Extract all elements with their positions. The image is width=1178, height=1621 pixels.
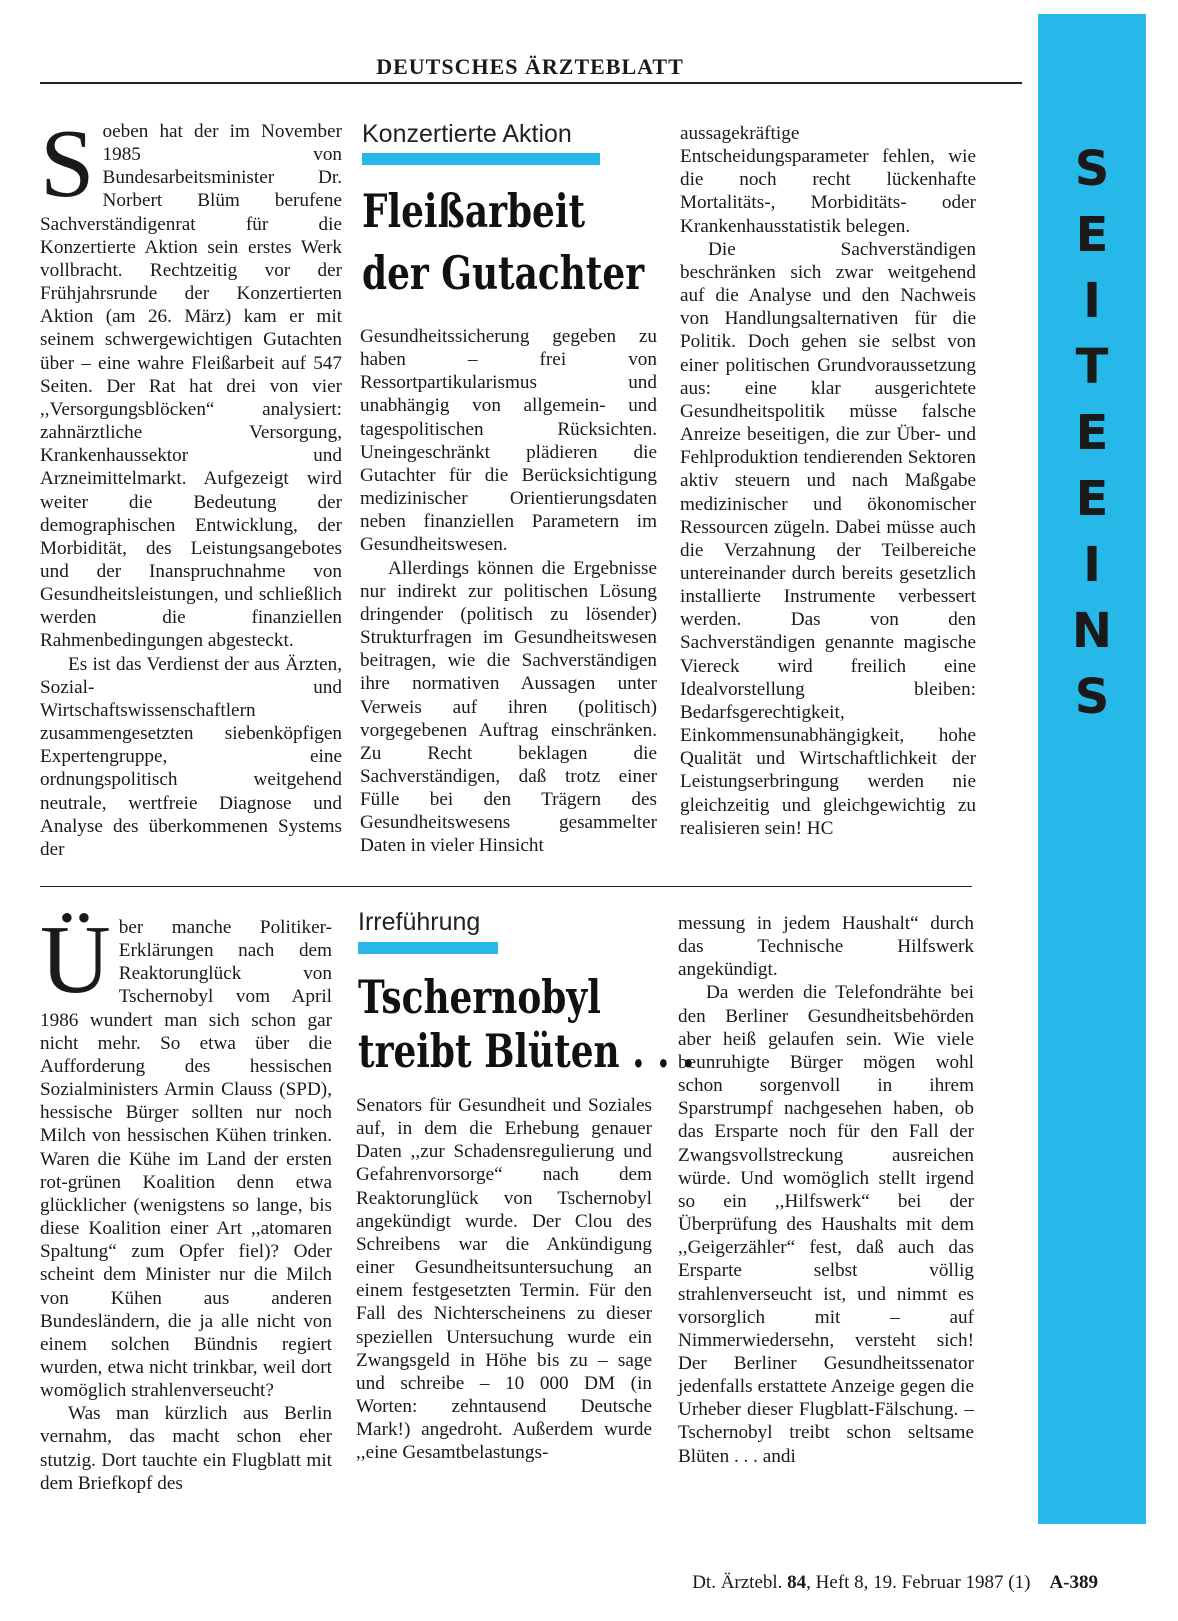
- sidebar-letter: I: [1083, 273, 1101, 329]
- article2-dropcap: Ü: [40, 906, 111, 1014]
- sidebar-letter: S: [1074, 141, 1110, 197]
- sidebar-letter: E: [1075, 207, 1109, 263]
- article2-headline-line1: Tschernobyl: [358, 970, 601, 1024]
- page-footer: [692, 1572, 1098, 1594]
- article1-col3-p1: aussagekräftige Entscheidungsparameter fehlen, wie die noch recht lückenhafte Mortalitäts-, Morbiditäts- oder Krankenhausstatistik belegen.: [680, 123, 976, 237]
- article2-col2: [356, 1094, 652, 1465]
- masthead: DEUTSCHES ÄRZTEBLATT: [376, 54, 684, 79]
- footer-page-number: A-389: [1049, 1572, 1098, 1593]
- article2-col1-p2: Was man kürzlich aus Berlin vernahm, das macht schon eher stutzig. Dort tauchte ein Flugblatt mit dem Briefkopf des: [40, 1403, 332, 1494]
- sidebar-letter: T: [1075, 339, 1109, 395]
- article1-col3: [680, 122, 976, 840]
- sidebar-letter: I: [1083, 537, 1101, 593]
- article1-col1-p1: oeben hat der im November 1985 von Bundesarbeitsminister Dr. Norbert Blüm berufene Sachverständigenrat für die Konzertierte Aktion sein erstes Werk vollbracht. Rechtzeitig vor der Frühjahrsrunde der Konzertierten Aktion (am 26. März) kam er mit seinem schwergewichtigen Gutachten über – eine wahre Fleißarbeit auf 547 Seiten. Der Rat hat drei von vier ,,Versorgungsblöcken“ analysiert: zahnärztliche Versorgung, Krankenhaussektor und Arzneimittelmarkt. Aufgezeigt wird weiter die Bedeutung der demographischen Entwicklung, der Morbidität, des Leistungsangebotes und der Inanspruchnahme von Gesundheitsleistungen, und schließlich werden die finanziellen Rahmenbedingungen abgesteckt.: [40, 121, 342, 652]
- article1-headline-line2: der Gutachter: [362, 246, 645, 300]
- article2-col3-p2: Da werden die Telefondrähte bei den Berliner Gesundheitsbehörden aber heiß gelaufen sein. Wie viele beunruhigte Bürger mögen wohl schon sorgenvoll in ihrem Sparstrumpf nachgesehen haben, ob das Ersparte noch für den Fall der Zwangsvollstreckung ausreichen würde. Und womöglich stellt irgend so ein ,,Hilfswerk“ bei der Überprüfung des Haushalts mit dem ,,Geigerzähler“ fest, daß auch das Ersparte selbst völlig strahlenverseucht ist, und nimmt es vorsorglich mit – auf Nimmerwiedersehn, versteht sich! Der Berliner Gesundheitssenator jedenfalls erstattete Anzeige gegen die Urheber dieser Flugblatt-Fälschung. – Tschernobyl treibt schon seltsame Blüten . . . andi: [678, 982, 974, 1467]
- article2-col1-p1: ber manche Politiker-Erklärungen nach dem Reaktorunglück von Tschernobyl vom April 1986 wundert man sich schon gar nicht mehr. So etwa über die Aufforderung des hessischen Sozialministers Armin Clauss (SPD), hessische Bürger sollten nur noch Milch von hessischen Kühen trinken. Waren die Kühe im Land der ersten rot-grünen Koalition denn etwa glücklicher (wenigstens so lange, bis diese Koalition einer Art ,,atomaren Spaltung“ zum Opfer fiel)? Oder scheint dem Minister nur die Milch von Kühen aus anderen Bundesländern, die ja alle nicht von einem solchen Bündnis regiert wurden, etwa nicht trinkbar, weil dort womöglich strahlenverseucht?: [40, 917, 332, 1402]
- article2-kicker: Irreführung: [358, 908, 481, 936]
- sidebar-letter: N: [1071, 603, 1113, 659]
- footer-issue: , Heft 8, 19. Februar 1987 (1): [806, 1572, 1031, 1593]
- article2-col2-p1: Senators für Gesundheit und Soziales auf, in dem die Erhebung genauer Daten ,,zur Schadensregulierung und Gefahrenvorsorge“ nach dem Reaktorunglück von Tschernobyl angekündigt wurde. Der Clou des Schreibens war die Ankündigung einer Gesundheitsuntersuchung an einem festgesetzten Termin. Für den Fall des Nichterscheinens zu dieser speziellen Untersuchung wurde ein Zwangsgeld in Höhe bis zu – sage und schreibe – 10 000 DM (in Worten: zehntausend Deutsche Mark!) angedroht. Außerdem wurde ,,eine Gesamtbelastungs-: [356, 1095, 652, 1464]
- article1-col2-p2: Allerdings können die Ergebnisse nur indirekt zur politischen Lösung dringender (politisch zu lösender) Strukturfragen im Gesundheitswesen beitragen, wie die Sachverständigen ihre normativen Aussagen unter Verweis auf ihren (politisch) vorgegebenen Auftrag einschränken. Zu Recht beklagen die Sachverständigen, daß trotz einer Fülle bei den Trägern des Gesundheitswesens gesammelter Daten in vieler Hinsicht: [360, 557, 657, 857]
- sidebar-letter: E: [1075, 405, 1109, 461]
- article2-col3-p1: messung in jedem Haushalt“ durch das Technische Hilfswerk angekündigt.: [678, 913, 974, 981]
- footer-journal: Dt. Ärztebl.: [692, 1572, 783, 1593]
- article-divider: [40, 886, 972, 887]
- sidebar-section-label: [1038, 136, 1146, 730]
- section-sidebar: [1038, 14, 1146, 1524]
- article1-kicker: Konzertierte Aktion: [362, 120, 572, 148]
- article1-kicker-bar: [362, 153, 600, 165]
- footer-volume: 84: [787, 1572, 807, 1593]
- article1-dropcap: S: [40, 110, 95, 218]
- article2-col1: [40, 906, 332, 1495]
- article1-col2: [360, 325, 657, 858]
- article1-headline-line1: Fleißarbeit: [362, 184, 586, 238]
- sidebar-letter: E: [1075, 471, 1109, 527]
- article1-col1: [40, 110, 342, 861]
- article1-col2-p1: Gesundheitssicherung gegeben zu haben – frei von Ressortpartikularismus und unabhängig von allgemein- und tagespolitischen Rücksichten. Uneingeschränkt plädieren die Gutachter für die Berücksichtigung medizinischer Orientierungsdaten neben finanziellen Parametern im Gesundheitswesen.: [360, 326, 657, 556]
- sidebar-letter: S: [1074, 669, 1110, 725]
- article2-col3: [678, 912, 974, 1468]
- article1-col3-p2: Die Sachverständigen beschränken sich zwar weitgehend auf die Analyse und den Nachweis von Handlungsalternativen für die Politik. Doch gehen sie selbst von einer politischen Grundvoraussetzung aus: eine klar ausgerichtete Gesundheitspolitik müsse falsche Anreize beseitigen, die zur Über- und Fehlproduktion tendierenden Sektoren aktiv steuern und nach Maßgabe medizinischer und ökonomischer Ressourcen zügeln. Dabei müsse auch die Verzahnung der Teilbereiche untereinander durch bereits gesetzlich installierte Instrumente verbessert werden. Das von den Sachverständigen genannte magische Viereck wird freilich eine Idealvorstellung bleiben: Bedarfsgerechtigkeit, Einkommensunabhängigkeit, hohe Qualität und Wirtschaftlichkeit der Leistungserbringung werden nie gleichzeitig und gleichgewichtig zu realisieren sein! HC: [680, 238, 976, 839]
- article2-headline-line2: treibt Blüten . . .: [358, 1024, 695, 1078]
- masthead-rule: [40, 82, 1022, 84]
- article2-kicker-bar: [358, 942, 498, 954]
- article1-col1-p2: Es ist das Verdienst der aus Ärzten, Sozial- und Wirtschaftswissenschaftlern zusammengesetzten siebenköpfigen Expertengruppe, eine ordnungspolitisch weitgehend neutrale, wertfreie Diagnose und Analyse des überkommenen Systems der: [40, 653, 342, 860]
